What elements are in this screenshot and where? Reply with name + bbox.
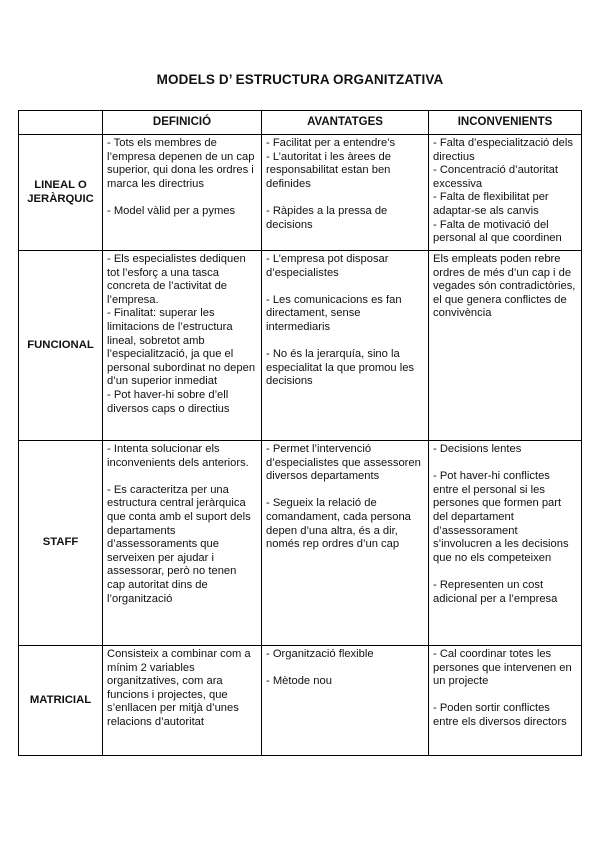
- header-empty: [19, 111, 103, 135]
- cell-text: - Pot haver-hi conflictes entre el personal si les persones que formen part del departament d’assessorament s’involucren a les decisions que no els competeixen: [433, 470, 569, 564]
- cell-avantatges: [262, 135, 429, 251]
- cell-text: - Cal coordinar totes les persones que intervenen en un projecte: [433, 648, 572, 688]
- paragraph-gap: [107, 191, 257, 205]
- cell-definicio: [103, 251, 262, 441]
- cell-inconvenients: [429, 251, 582, 441]
- cell-text: - Mètode nou: [266, 675, 332, 688]
- row-label: STAFF: [19, 441, 103, 646]
- table-row: [19, 646, 582, 756]
- cell-text: - Falta d’especialització dels directius: [433, 137, 573, 163]
- cell-text: - Es caracteritza per una estructura central jeràrquica que conta amb el suport dels departaments d’assessoraments que serveixen per ajudar i assessorar, però no tenen cap autoritat dins de l’organització: [107, 483, 251, 605]
- cell-text: - L’autoritat i les àrees de responsabilitat estan ben definides: [266, 150, 391, 190]
- page-title: MODELS D’ ESTRUCTURA ORGANITZATIVA: [156, 72, 444, 87]
- cell-text: - Segueix la relació de comandament, cada persona depen d’una altra, és a dir, només rep ordres d’un cap: [266, 497, 411, 551]
- cell-avantatges: [262, 251, 429, 441]
- cell-text: - Permet l’intervenció d’especialistes que assessoren diversos departaments: [266, 443, 421, 483]
- cell-text: Consisteix a combinar com a mínim 2 variables organitzatives, com ara funcions i projectes, que s’enllacen per mitjà d’unes relacions d’autoritat: [107, 648, 251, 728]
- cell-avantatges: [262, 646, 429, 756]
- table-row: [19, 441, 582, 646]
- cell-text: - Falta de motivació del personal al que coordinen: [433, 218, 562, 245]
- paragraph-gap: [266, 662, 424, 676]
- cell-text: - Tots els membres de l’empresa depenen de un cap superior, qui dona les ordres i marca les directrius: [107, 137, 255, 190]
- paragraph-gap: [433, 457, 577, 471]
- cell-definicio: [103, 646, 262, 756]
- cell-text: - Model vàlid per a pymes: [107, 204, 236, 217]
- row-label: FUNCIONAL: [19, 251, 103, 441]
- cell-text: - Els especialistes dediquen tot l’esforç a una tasca concreta de l’activitat de l’empresa.: [107, 253, 246, 306]
- cell-text: - Intenta solucionar els inconvenients dels anteriors.: [107, 443, 249, 469]
- cell-text: - L’empresa pot disposar d’especialistes: [266, 253, 389, 279]
- paragraph-gap: [266, 191, 424, 205]
- cell-definicio: [103, 135, 262, 251]
- table-row: [19, 135, 582, 251]
- paragraph-gap: [266, 280, 424, 294]
- organization-models-table: [18, 110, 582, 756]
- cell-inconvenients: [429, 646, 582, 756]
- cell-text: - Organització flexible: [266, 648, 374, 660]
- row-label: LINEAL O JERÀRQUIC: [19, 135, 103, 251]
- cell-text: - No és la jerarquía, sino la especialitat la que promou les decisions: [266, 348, 415, 388]
- header-definicio: DEFINICIÓ: [103, 111, 262, 135]
- header-row: [19, 111, 582, 135]
- paragraph-gap: [266, 335, 424, 349]
- table-row: [19, 251, 582, 441]
- cell-text: - Concentració d’autoritat excessiva: [433, 164, 558, 190]
- cell-inconvenients: [429, 135, 582, 251]
- cell-text: - Facilitat per a entendre’s: [266, 137, 396, 149]
- cell-text: - Poden sortir conflictes entre els diversos directors: [433, 702, 567, 728]
- row-label: MATRICIAL: [19, 646, 103, 756]
- cell-text: - Ràpides a la pressa de decisions: [266, 204, 388, 231]
- cell-text: - Finalitat: superar les limitacions de l’estructura lineal, sobretot amb l’especialització, ja que el personal subordinat no depen d’un superior inmediat: [107, 307, 256, 388]
- cell-text: - Pot haver-hi sobre d’ell diversos caps o directius: [107, 388, 230, 415]
- cell-avantatges: [262, 441, 429, 646]
- cell-text: - Decisions lentes: [433, 443, 522, 455]
- cell-definicio: [103, 441, 262, 646]
- cell-text: - Les comunicacions es fan directament, sense intermediaris: [266, 293, 402, 333]
- paragraph-gap: [266, 484, 424, 498]
- header-inconvenients: INCONVENIENTS: [429, 111, 582, 135]
- paragraph-gap: [433, 565, 577, 579]
- paragraph-gap: [433, 689, 577, 703]
- cell-inconvenients: [429, 441, 582, 646]
- cell-text: - Representen un cost adicional per a l’empresa: [433, 578, 558, 605]
- cell-text: - Falta de flexibilitat per adaptar-se als canvis: [433, 191, 549, 217]
- cell-text: Els empleats poden rebre ordres de més d’un cap i de vegades són contradictòries, el que genera conflictes de convivència: [433, 253, 576, 320]
- header-avantatges: AVANTATGES: [262, 111, 429, 135]
- paragraph-gap: [107, 470, 257, 484]
